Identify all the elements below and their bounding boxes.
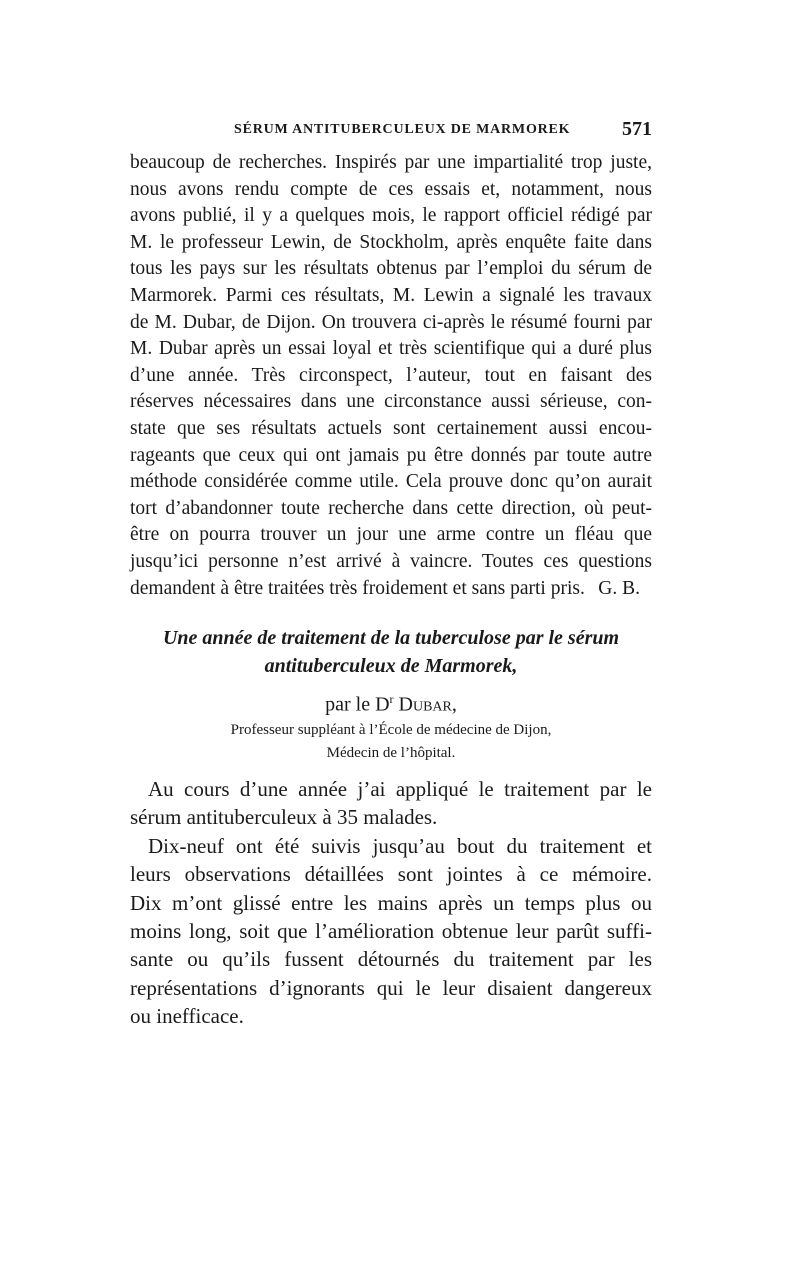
text-line: représentations d’ignorants qui le leur disaient dangereux [130,975,652,1000]
author-affiliation: Médecin de l’hôpital. [326,745,456,761]
article-author [130,692,652,717]
text-line: Marmorek. Parmi ces résultats, M. Lewin a signalé les travaux [130,284,652,306]
page-number: 571 [622,118,652,140]
running-title: SÉRUM ANTITUBERCULEUX DE MARMOREK [234,122,571,137]
text-line: nous avons rendu compte de ces essais et, notamment, nous [130,178,652,200]
text-line: ou inefficace. [130,1004,244,1029]
text-line: M. Dubar après un essai loyal et très scientifique qui a duré plus [130,338,652,360]
article-body [130,775,652,1031]
text-line: moins long, soit que l’amélioration obtenue leur parût suffi- [130,918,652,943]
text-line: rageants que ceux qui ont jamais pu être donnés par toute autre [130,444,652,466]
body-paragraph [130,150,652,602]
author-affiliation: Professeur suppléant à l’École de médecine de Dijon, [230,722,552,738]
text-line: sérum antituberculeux à 35 malades. [130,805,438,830]
signature-initials: G. B. [598,578,640,599]
article-title [130,624,652,680]
text-line: méthode considérée comme utile. Cela prouve donc qu’on aurait [130,471,652,493]
text-line: réserves nécessaires dans une circonstance aussi sérieuse, con- [130,391,652,413]
author-prefix: par le D [325,693,390,716]
text-line: M. le professeur Lewin, de Stockholm, après enquête faite dans [130,231,652,253]
text-line: être on pourra trouver un jour une arme contre un fléau que [130,524,652,546]
text-line: tous les pays sur les résultats obtenus par l’emploi du sérum de [130,258,652,280]
text-line: d’une année. Très circonspect, l’auteur, tout en faisant des [130,364,652,386]
running-head [130,118,652,142]
text-line: leurs observations détaillées sont jointes à ce mémoire. [130,862,652,887]
text-line: jusqu’ici personne n’est arrivé à vaincre. Toutes ces questions [130,550,652,572]
text-line: demandent à être traitées très froidement et sans parti pris. [130,577,585,599]
text-line: Au cours d’une année j’ai appliqué le traitement par le [148,777,652,801]
article-title-line: antituberculeux de Marmorek, [264,655,518,677]
text-line: avons publié, il y a quelques mois, le rapport officiel rédigé par [130,205,652,227]
author-title-sup: r [389,692,394,706]
text-line: de M. Dubar, de Dijon. On trouvera ci-après le résumé fourni par [130,311,652,333]
text-line: sante ou qu’ils fussent détournés du traitement par les [130,947,652,972]
article-title-line: Une année de traitement de la tuberculose par le sérum [162,627,620,649]
text-line: Dix m’ont glissé entre les mains après un temps plus ou [130,890,652,915]
author-name: Dubar, [398,693,457,716]
text-line: beaucoup de recherches. Inspirés par une impartialité trop juste, [130,152,652,173]
text-line: Dix-neuf ont été suivis jusqu’au bout du traitement et [148,833,652,858]
text-line: tort d’abandonner toute recherche dans cette direction, où peut- [130,497,652,519]
text-line: state que ses résultats actuels sont certainement aussi encou- [130,417,652,439]
